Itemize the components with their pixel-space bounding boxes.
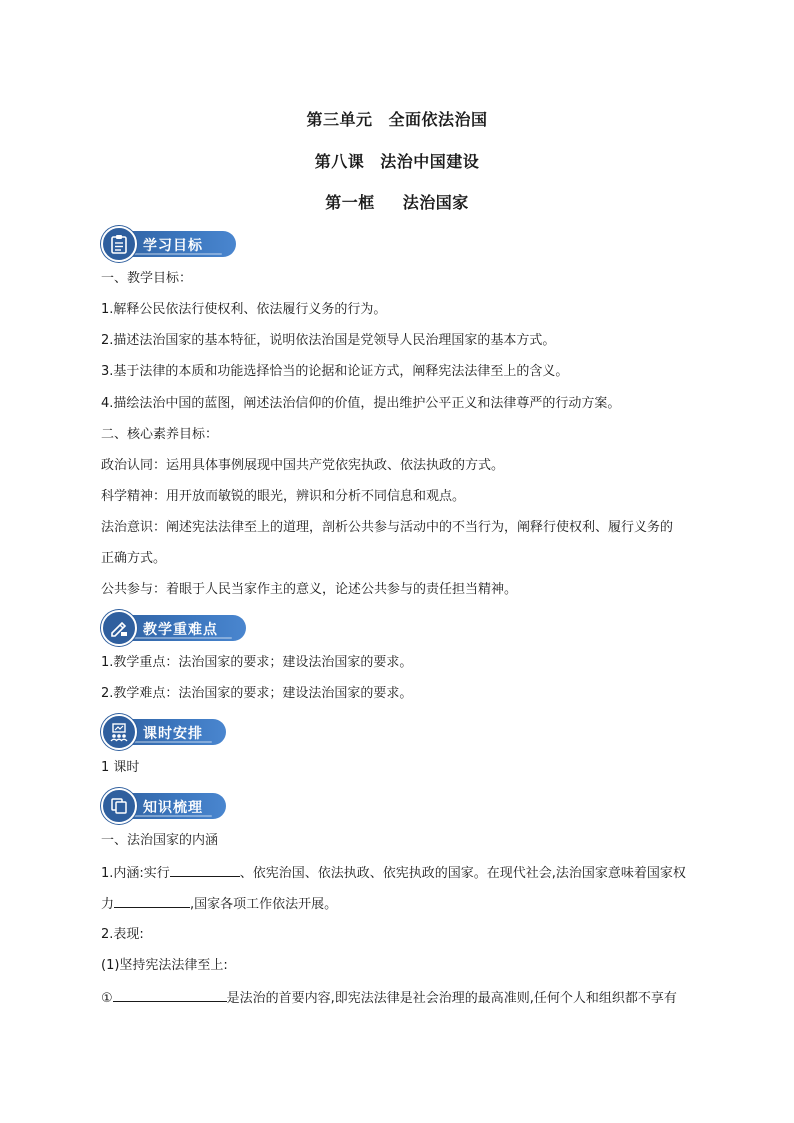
knowledge-heading: 一、法治国家的内涵 <box>101 833 219 848</box>
pencil-ruler-icon <box>101 610 137 646</box>
core-item: 公共参与：着眼于人民当家作主的意义，论述公共参与的责任担当精神。 <box>101 582 518 597</box>
text-segment: 力 <box>101 897 115 912</box>
section-badge-goals <box>101 226 236 259</box>
goal-item: 2.描述法治国家的基本特征，说明依法治国是党领导人民治理国家的基本方式。 <box>101 333 556 348</box>
core-item: 法治意识：阐述宪法法律至上的道理，剖析公共参与活动中的不当行为，阐释行使权利、履行义务的 <box>101 520 674 535</box>
goal-item: 4.描绘法治中国的蓝图，阐述法治信仰的价值，提出维护公平正义和法律尊严的行动方案。 <box>101 396 621 411</box>
unit-name: 全面依法治国 <box>388 110 488 129</box>
goal-item: 3.基于法律的本质和功能选择恰当的论据和论证方式，阐释宪法法律至上的含义。 <box>101 364 569 379</box>
copy-documents-icon <box>101 788 137 824</box>
fill-in-blank[interactable] <box>113 988 227 1002</box>
unit-title <box>0 107 794 130</box>
frame-title <box>0 190 794 213</box>
core-item-continued: 正确方式。 <box>101 551 167 566</box>
core-heading: 二、核心素养目标： <box>101 427 219 442</box>
section-label-knowledge: 知识梳理 <box>143 800 203 816</box>
schedule-text: 1 课时 <box>101 760 140 775</box>
section-badge-keypoints <box>101 610 246 643</box>
frame-name: 法治国家 <box>402 193 469 212</box>
keypoint-focus: 1.教学重点：法治国家的要求；建设法治国家的要求。 <box>101 655 413 670</box>
text-segment: 是法治的首要内容,即宪法法律是社会治理的最高准则,任何个人和组织都不享有 <box>226 991 677 1006</box>
presentation-audience-icon <box>101 714 137 750</box>
text-segment: 、依宪治国、依法执政、依宪执政的国家。在现代社会,法治国家意味着国家权 <box>239 866 686 881</box>
goals-heading: 一、教学目标： <box>101 271 193 286</box>
knowledge-paragraph-2: 2.表现: <box>101 927 144 942</box>
goal-item: 1.解释公民依法行使权利、依法履行义务的行为。 <box>101 302 387 317</box>
knowledge-paragraph-4 <box>101 988 677 1008</box>
text-segment: 1.内涵:实行 <box>101 866 170 881</box>
clipboard-checklist-icon <box>101 226 137 262</box>
knowledge-paragraph-1 <box>101 863 686 883</box>
core-item: 科学精神：用开放而敏锐的眼光，辨识和分析不同信息和观点。 <box>101 489 466 504</box>
fill-in-blank[interactable] <box>170 863 240 877</box>
knowledge-paragraph-1-continued <box>101 894 337 914</box>
section-badge-knowledge <box>101 788 226 821</box>
frame-number: 第一框 <box>325 193 375 212</box>
lesson-name: 法治中国建设 <box>380 152 480 171</box>
text-segment: ① <box>101 991 113 1006</box>
unit-number: 第三单元 <box>306 110 373 129</box>
section-badge-schedule <box>101 714 226 747</box>
section-label-keypoints: 教学重难点 <box>143 622 218 638</box>
keypoint-difficulty: 2.教学难点：法治国家的要求；建设法治国家的要求。 <box>101 686 413 701</box>
text-segment: ,国家各项工作依法开展。 <box>190 897 338 912</box>
lesson-title <box>0 149 794 172</box>
core-item: 政治认同：运用具体事例展现中国共产党依宪执政、依法执政的方式。 <box>101 458 505 473</box>
section-label-schedule: 课时安排 <box>143 726 203 742</box>
lesson-number: 第八课 <box>314 152 365 171</box>
section-label-goals: 学习目标 <box>143 238 203 254</box>
knowledge-paragraph-3: (1)坚持宪法法律至上: <box>101 958 228 973</box>
fill-in-blank[interactable] <box>114 894 190 908</box>
